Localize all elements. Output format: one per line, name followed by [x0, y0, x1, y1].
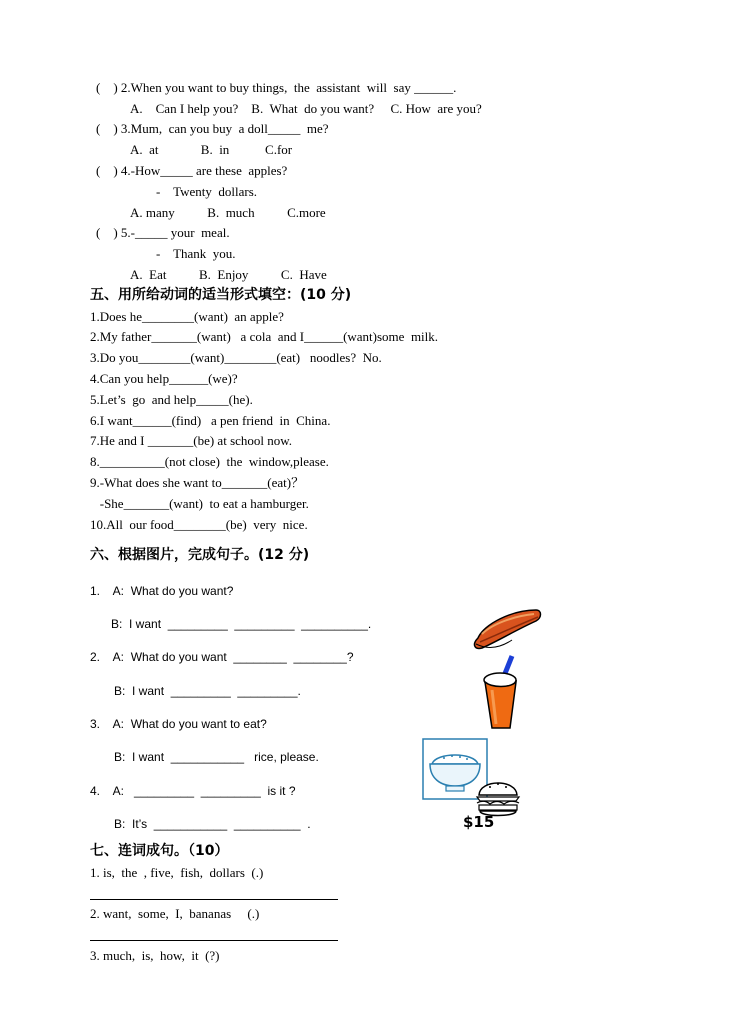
section5-item: 7.He and I _______(be) at school now. [90, 433, 293, 448]
section5-item: 3.Do you________(want)________(eat) noodles? No. [90, 350, 382, 365]
mc-question-2: ( ) 2.When you want to buy things, the assistant will say ______. [96, 80, 457, 95]
section6-question: 4. A: _________ _________ is it ? [90, 784, 296, 798]
drink-cup-image [480, 654, 522, 732]
section6-answer: B: I want _________ _________. [114, 684, 301, 698]
section5-item: 1.Does he________(want) an apple? [90, 309, 284, 324]
section5-item: 8.__________(not close) the window,please. [90, 454, 329, 469]
section5-item: -She_______(want) to eat a hamburger. [90, 496, 309, 511]
mc-question-3: ( ) 3.Mum, can you buy a doll_____ me? [96, 121, 329, 136]
section5-item: 9.-What does she want to_______(eat)？ [90, 475, 305, 490]
section6-heading: 六、根据图片，完成句子。(12 分) [90, 547, 310, 563]
mc-question-5: ( ) 5.-_____ your meal. [96, 225, 230, 240]
section6-answer: B: I want _________ _________ __________. [111, 617, 372, 631]
section6-answer: B: It’s ___________ __________ . [114, 817, 311, 831]
mc-options-5: A. Eat B. Enjoy C. Have [130, 267, 327, 282]
mc-options-4: A. many B. much C.more [130, 205, 326, 220]
answer-line [90, 899, 338, 900]
hotdog-image [472, 604, 546, 652]
section5-item: 2.My father_______(want) a cola and I______(want)some milk. [90, 329, 439, 344]
answer-line [90, 940, 338, 941]
mc-options-2: A. Can I help you? B. What do you want? C. How are you? [130, 101, 482, 116]
mc-options-3: A. at B. in C.for [130, 142, 293, 157]
section7-item: 2. want, some, I, bananas (.) [90, 906, 260, 921]
section5-item: 10.All our food________(be) very nice. [90, 517, 308, 532]
section7-item: 3. much, is, how, it (?) [90, 948, 220, 963]
section6-answer: B: I want ___________ rice, please. [114, 750, 319, 764]
section6-question: 1. A: What do you want? [90, 584, 234, 598]
section5-item: 4.Can you help______(we)? [90, 371, 238, 386]
mc-reply-5: - Thank you. [156, 246, 236, 261]
section5-item: 5.Let’s go and help_____(he). [90, 392, 253, 407]
section5-item: 6.I want______(find) a pen friend in China. [90, 413, 331, 428]
mc-reply-4: - Twenty dollars. [156, 184, 258, 199]
section7-item: 1. is, the , five, fish, dollars (.) [90, 865, 264, 880]
section7-heading: 七、连词成句。（10） [90, 843, 229, 859]
section6-question: 2. A: What do you want ________ ________? [90, 650, 354, 664]
price-tag: $15 [463, 813, 495, 831]
section6-question: 3. A: What do you want to eat? [90, 717, 267, 731]
section5-heading: 五、用所给动词的适当形式填空：(10 分) [90, 287, 352, 303]
mc-question-4: ( ) 4.-How_____ are these apples? [96, 163, 288, 178]
